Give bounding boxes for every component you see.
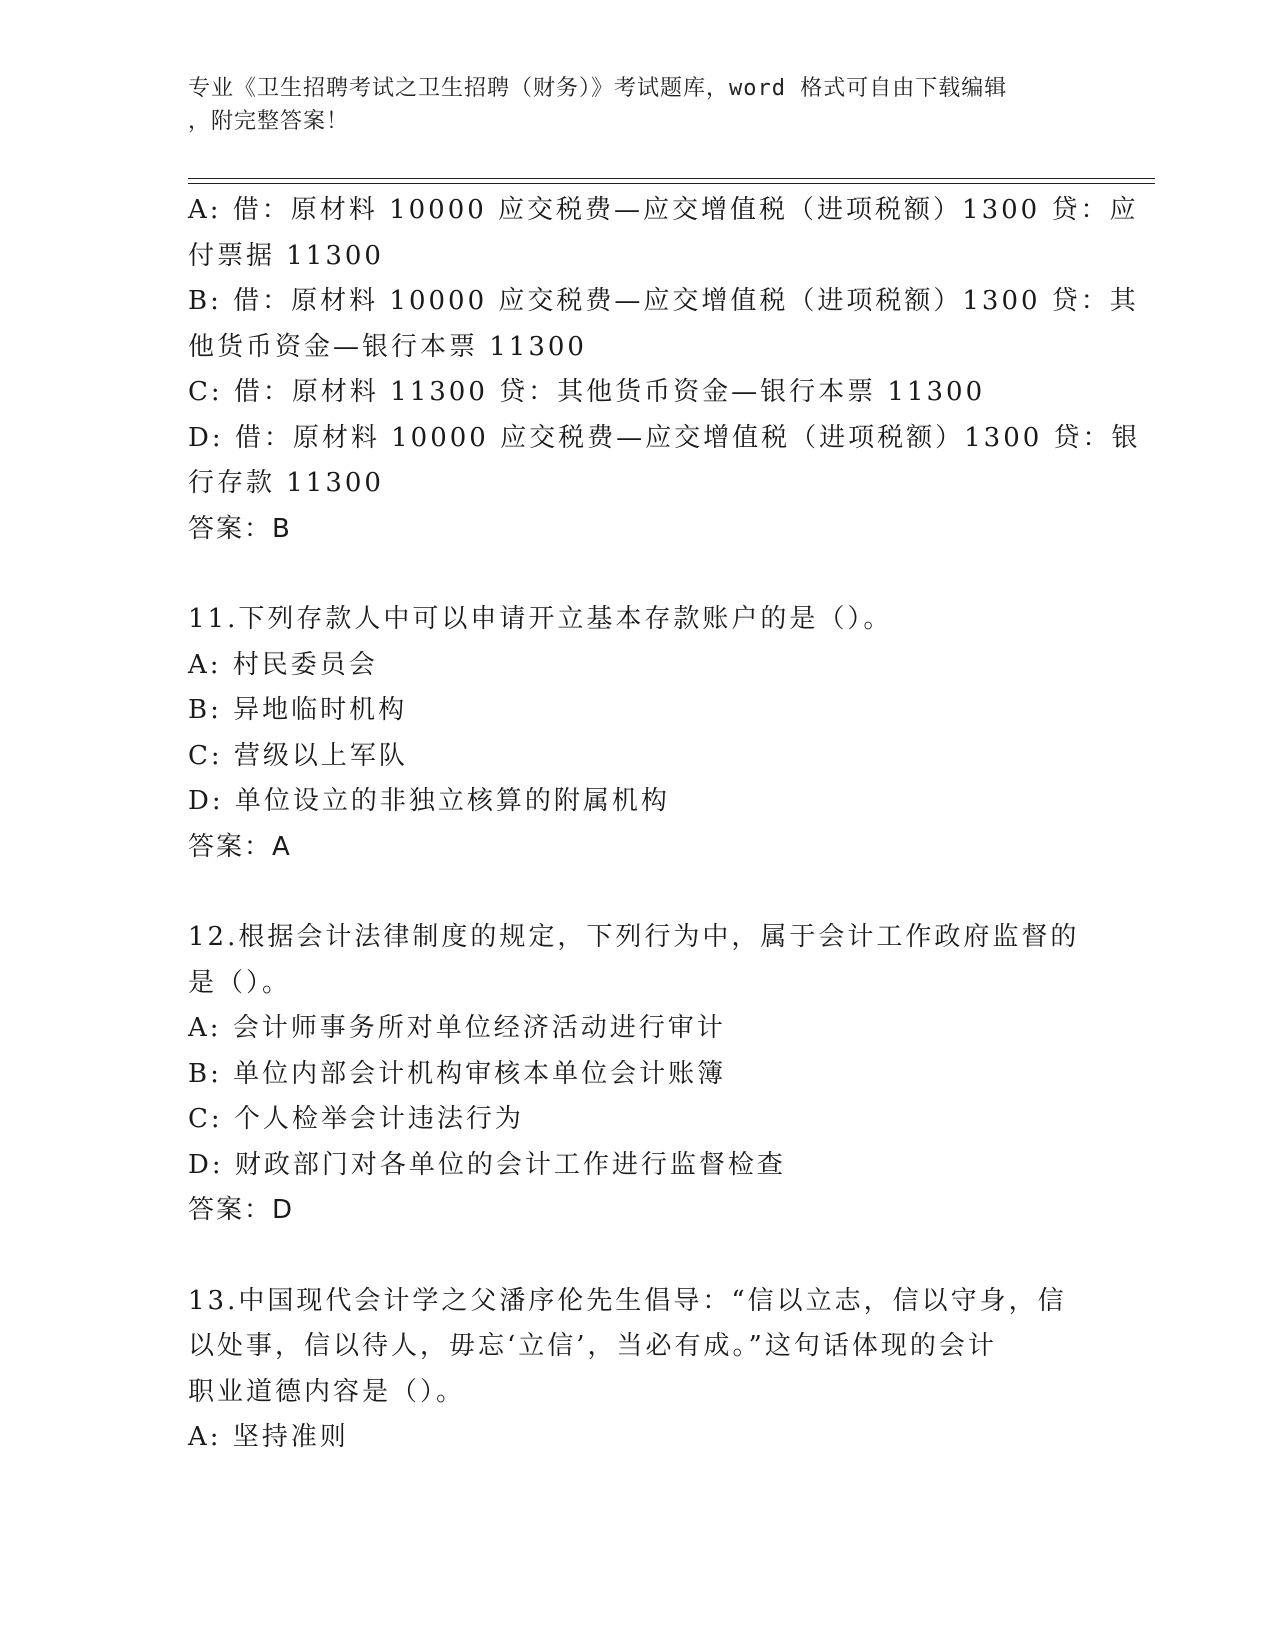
spacer	[188, 552, 1088, 597]
header-line-2: ，附完整答案！	[188, 109, 350, 134]
question-stem-line-2: 是（）。	[188, 967, 292, 998]
option-a-line-1: A: 借：原材料 10000 应交税费—应交增值税（进项税额）1300 贷：应	[188, 195, 1139, 225]
option-d: D: 财政部门对各单位的会计工作进行监督检查	[188, 1149, 786, 1180]
question-stem-line-2: 以处事，信以待人，毋忘‘立信’，当必有成。”这句话体现的会计	[188, 1331, 997, 1361]
question-stem-line-1: 12.根据会计法律制度的规定，下列行为中，属于会计工作政府监督的	[188, 922, 1080, 952]
option-b: B: 单位内部会计机构审核本单位会计账簿	[188, 1058, 727, 1089]
option-c: C: 个人检举会计违法行为	[188, 1104, 524, 1134]
question-stem-line-3: 职业道德内容是（）。	[188, 1376, 466, 1407]
answer-label: 答案：B	[188, 513, 292, 544]
header-divider-bottom	[188, 183, 1155, 184]
option-c: C: 营级以上军队	[188, 740, 408, 771]
question-11	[188, 597, 1088, 870]
question-10	[188, 188, 1141, 552]
question-stem-line-1: 13.中国现代会计学之父潘序伦先生倡导：“信以立志，信以守身，信	[188, 1285, 1067, 1316]
answer-label: 答案：D	[188, 1195, 295, 1225]
option-a: A: 坚持准则	[188, 1422, 349, 1452]
option-d-line-1: D: 借：原材料 10000 应交税费—应交增值税（进项税额）1300 贷：银	[188, 422, 1141, 453]
header-line-1: 专业《卫生招聘考试之卫生招聘（财务）》考试题库，word 格式可自由下载编辑	[188, 76, 1008, 101]
option-a: A: 村民委员会	[188, 649, 378, 680]
question-12	[188, 915, 1088, 1234]
question-stem: 11.下列存款人中可以申请开立基本存款账户的是（）。	[188, 604, 893, 634]
spacer	[188, 870, 1088, 915]
option-a-line-2: 付票据 11300	[188, 240, 384, 271]
question-list	[188, 188, 1141, 1461]
option-a: A: 会计师事务所对单位经济活动进行审计	[188, 1013, 726, 1043]
option-d: D: 单位设立的非独立核算的附属机构	[188, 786, 670, 816]
option-c: C: 借：原材料 11300 贷：其他货币资金—银行本票 11300	[188, 377, 986, 407]
option-b-line-1: B: 借：原材料 10000 应交税费—应交增值税（进项税额）1300 贷：其	[188, 286, 1139, 316]
spacer	[188, 1234, 1088, 1279]
question-13	[188, 1279, 1088, 1461]
option-d-line-2: 行存款 11300	[188, 468, 384, 498]
answer-label: 答案：A	[188, 831, 292, 862]
header-divider-top	[188, 178, 1155, 179]
document-header	[188, 72, 1068, 138]
option-b: B: 异地临时机构	[188, 695, 408, 725]
option-b-line-2: 他货币资金—银行本票 11300	[188, 331, 587, 362]
